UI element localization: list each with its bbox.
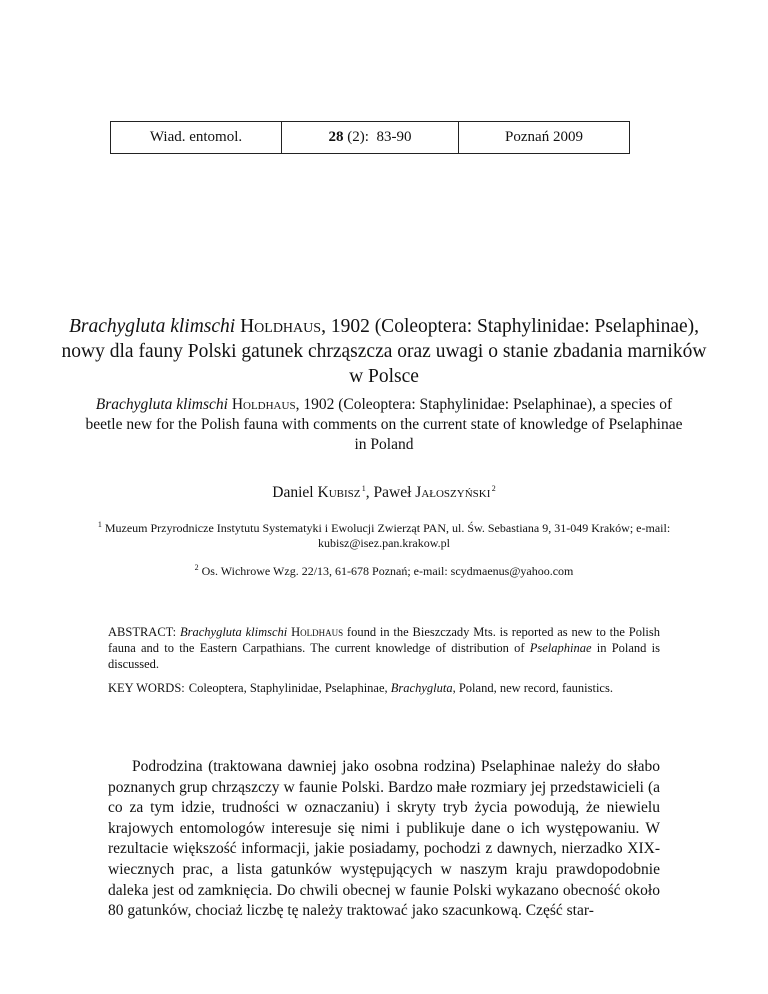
subtitle-species-author: Holdhaus	[231, 396, 296, 413]
affiliation-2-text: Os. Wichrowe Wzg. 22/13, 61-678 Poznań; e-mail: scydmaenus@yahoo.com	[201, 564, 574, 578]
abstract-taxon: Pselaphinae	[529, 641, 592, 655]
abstract	[108, 624, 660, 672]
author2-last-name: Jałoszyński	[415, 484, 491, 502]
author1-first-name: Daniel	[272, 484, 318, 502]
issue-pages: (2): 83-90	[343, 129, 412, 145]
body-paragraph: Podrodzina (traktowana dawniej jako osobna rodzina) Pselaphinae należy do słabo poznanych grup chrząszczy w faunie Polski. Bardzo małe rozmiary jej przedstawicieli (a co za tym idzie, trudności w oznaczaniu) i skryty tryb życia powodują, że niewielu krajowych entomologów interesuje się nimi i publikuje dane o ich występowaniu. W rezultacie większość informacji, jakie posiadamy, pochodzi z dawnych, nierzadko XIX-wiecznych prac, a lista gatunków występujących w naszym kraju prawdopodobnie daleka jest od zamknięcia. Do chwili obecnej w faunie Polski wykazano obecność około 80 gatunków, chociaż liczbę tę należy traktować jako szacunkową. Część star-	[108, 758, 660, 920]
affiliation-1	[90, 517, 678, 551]
abstract-author: Holdhaus	[291, 625, 344, 639]
keywords-genus: Brachygluta	[390, 681, 453, 695]
affiliation-1-sup: 1	[97, 520, 102, 529]
keywords-text	[189, 680, 613, 696]
keywords-label: KEY WORDS:	[108, 681, 185, 695]
article-title-english	[80, 395, 688, 455]
volume-issue-pages	[282, 122, 459, 153]
journal-name: Wiad. entomol.	[111, 122, 282, 153]
abstract-label: ABSTRACT:	[108, 625, 180, 639]
subtitle-species: Brachygluta klimschi	[95, 396, 228, 413]
abstract-species: Brachygluta klimschi	[179, 625, 288, 639]
title-species-author: Holdhaus	[240, 316, 322, 337]
affiliation-2	[90, 560, 678, 579]
volume-number: 28	[328, 129, 344, 145]
author1-sup: 1	[361, 484, 366, 493]
article-title-polish	[60, 314, 708, 389]
authors-line	[0, 484, 768, 502]
journal-header-table	[110, 121, 630, 154]
abstract-text1: found in the Bieszczady Mts. is reported as new to the Polish fauna and to the Eastern Carpathians. The current knowledge of distribution of	[108, 625, 661, 655]
author2-sup: 2	[491, 484, 496, 493]
subtitle-rest: , 1902 (Coleoptera: Staphylinidae: Pselaphinae), a species of beetle new for the Polish fauna with comments on the current state of knowledge of Pselaphinae in Poland	[85, 396, 683, 453]
keywords-text1: Coleoptera, Staphylinidae, Pselaphinae,	[188, 681, 391, 695]
title-rest: , 1902 (Coleoptera: Staphylinidae: Pselaphinae), nowy dla fauny Polski gatunek chrząszcza oraz uwagi o stanie zbadania marników w Polsce	[61, 316, 707, 387]
place-year: Poznań 2009	[505, 129, 583, 145]
author1-last-name: Kubisz	[317, 484, 361, 502]
title-species: Brachygluta klimschi	[68, 316, 236, 337]
affiliation-2-sup: 2	[194, 563, 199, 572]
abstract-text2: in Poland is discussed.	[108, 641, 660, 671]
affiliation-1-text: Muzeum Przyrodnicze Instytutu Systematyki i Ewolucji Zwierząt PAN, ul. Św. Sebastiana 9, 31-049 Kraków; e-mail: kubisz@isez.pan.krakow.pl	[104, 521, 671, 550]
keywords	[108, 680, 660, 696]
keywords-text2: , Poland, new record, faunistics.	[452, 681, 613, 695]
author-separator: , Paweł	[365, 484, 416, 502]
